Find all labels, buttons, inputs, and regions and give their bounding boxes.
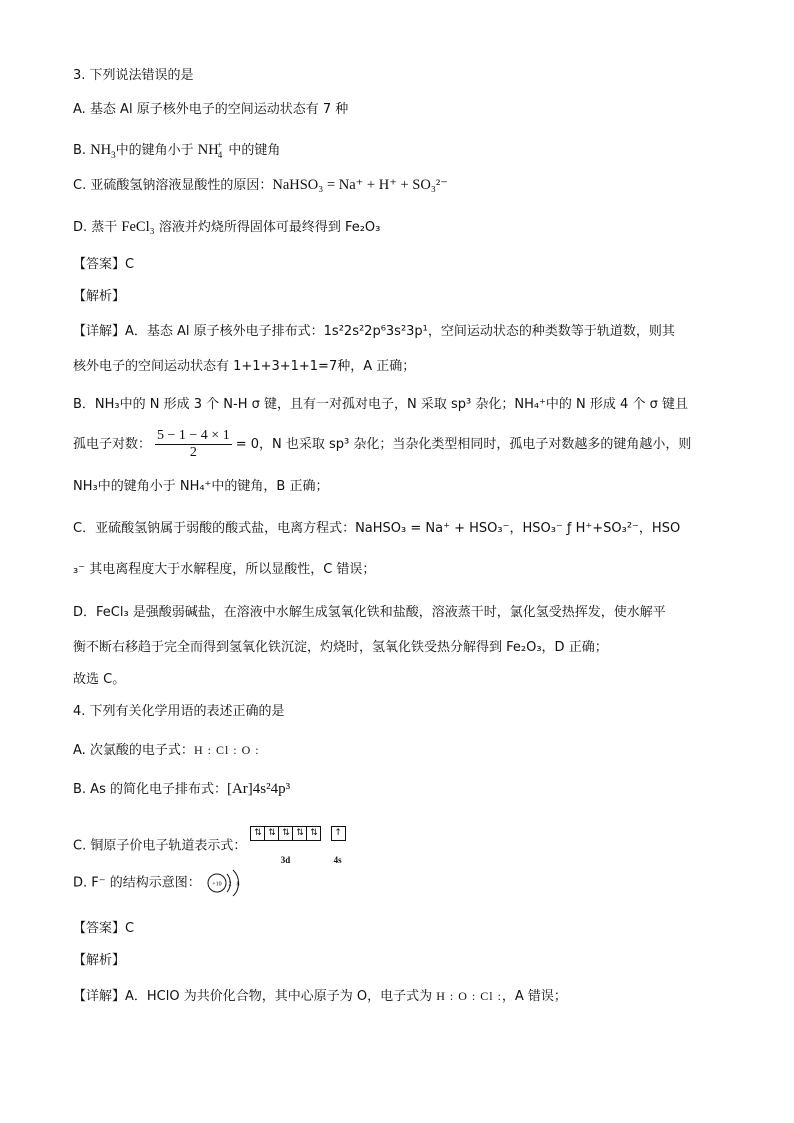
q3-detail-c-line2: ₃⁻ 其电离程度大于水解程度，所以显酸性，C 错误； [73, 562, 376, 577]
q3-b-end: 中的键角 [228, 142, 281, 158]
q4-option-a [73, 740, 260, 761]
q4-detail-a-formula: H : O : Cl : [436, 989, 502, 1003]
q4-stem: 4. 下列有关化学用语的表述正确的是 [73, 704, 285, 719]
fraction-denominator: 2 [189, 445, 197, 460]
orbital-4s-label: 4s [333, 855, 342, 865]
q3-detail-b-label: 孤电子对数： [73, 437, 152, 452]
orbital-4s [331, 818, 345, 874]
q3-b-nh3: $NH_3$ [90, 141, 116, 160]
shell-2-electrons: 8 [236, 881, 240, 888]
q4-answer: 【答案】C [73, 921, 135, 936]
shell-1-electrons: 2 [228, 881, 232, 888]
q3-d-prefix: D. 蒸干 [73, 220, 122, 235]
q3-option-d [73, 217, 380, 238]
q3-detail-d-line1: D．FeCl₃ 是强酸弱碱盐，在溶液中水解生成氢氧化铁和盐酸，溶液蒸干时，氯化氢受热挥发，使水解平 [73, 605, 666, 620]
orbital-box: ⇅ [264, 826, 279, 841]
orbital-3d-label: 3d [280, 855, 291, 865]
q4-option-d [73, 866, 249, 901]
q3-c-equation: NaHSO₃ = Na⁺ + H⁺ + SO₃²⁻ [272, 177, 448, 193]
orbital-box: ⇅ [250, 826, 265, 841]
q3-option-c [73, 175, 448, 196]
fluoride-structure-diagram [205, 866, 249, 900]
q3-detail-c-line1: C．亚硫酸氢钠属于弱酸的酸式盐，电离方程式：NaHSO₃ = Na⁺ + HSO₃⁻，HSO₃⁻ ƒ H⁺+SO₃²⁻，HSO [73, 521, 681, 536]
orbital-box: ⇅ [306, 826, 321, 841]
q4-option-b [73, 779, 290, 800]
q3-d-fecl3: FeCl₃ [121, 219, 155, 235]
q3-detail-b-line3: NH₃中的键角小于 NH₄⁺中的键角，B 正确； [73, 479, 329, 494]
q3-detail-b-line1: B．NH₃中的 N 形成 3 个 N-H σ 键，且有一对孤对电子，N 采取 sp³ 杂化；NH₄⁺中的 N 形成 4 个 σ 键且 [73, 397, 688, 412]
q3-b-nh4: $NH_4^+$ [197, 140, 223, 160]
q4-analysis-heading: 【解析】 [73, 953, 126, 968]
q4-detail-a-text: 【详解】A．HClO 为共价化合物，其中心原子为 O，电子式为 [73, 989, 437, 1004]
nucleus-charge: +10 [212, 881, 222, 888]
q4-b-prefix: B. As 的简化电子排布式： [73, 782, 227, 797]
q3-d-end: 溶液并灼烧所得固体可最终得到 Fe₂O₃ [154, 220, 381, 235]
orbital-4s-boxes [331, 824, 345, 839]
fraction-numerator: 5 − 1 − 4 × 1 [157, 428, 230, 443]
q3-stem: 3. 下列说法错误的是 [73, 68, 194, 83]
q3-detail-d-line2: 衡不断右移趋于完全而得到氢氧化铁沉淀，灼烧时，氢氧化铁受热分解得到 Fe₂O₃，D 正确； [73, 640, 608, 655]
q4-d-prefix: D. F⁻ 的结构示意图： [73, 875, 201, 891]
q3-detail-a-line1: 【详解】A．基态 Al 原子核外电子排布式：1s²2s²2p⁶3s²3p¹，空间运动状态的种类数等于轨道数，则其 [73, 324, 675, 339]
q3-conclusion: 故选 C。 [73, 672, 126, 687]
q3-detail-b-tail: = 0，N 也采取 sp³ 杂化；当杂化类型相同时，孤电子对数越多的键角越小，则 [235, 437, 692, 452]
q3-answer: 【答案】C [73, 257, 135, 272]
q3-detail-b-line2 [73, 428, 691, 462]
q4-b-config: [Ar]4s²4p³ [226, 781, 291, 797]
q4-detail-a-tail: ，A 错误； [501, 989, 567, 1004]
q4-a-electron-formula: H : Cl : O : [193, 743, 260, 757]
orbital-box: ⇅ [292, 826, 307, 841]
orbital-box: ↑ [331, 826, 346, 841]
q3-analysis-heading: 【解析】 [73, 289, 126, 304]
orbital-3d [250, 818, 320, 874]
orbital-box: ⇅ [278, 826, 293, 841]
orbital-3d-boxes [250, 824, 320, 839]
q3-lone-pair-fraction [155, 428, 232, 461]
q4-c-prefix: C. 铜原子价电子轨道表示式： [73, 838, 247, 854]
q3-detail-a-line2: 核外电子的空间运动状态有 1+1+3+1+1=7种，A 正确； [73, 359, 416, 374]
q4-detail-a [73, 986, 567, 1007]
q3-c-prefix: C. 亚硫酸氢钠溶液显酸性的原因： [73, 178, 273, 193]
q3-b-mid: 中的键角小于 [115, 142, 198, 158]
q4-a-prefix: A. 次氯酸的电子式： [73, 743, 194, 758]
q3-b-prefix: B. [73, 142, 91, 158]
q3-option-a: A. 基态 Al 原子核外电子的空间运动状态有 7 种 [73, 102, 349, 117]
q3-option-b [73, 135, 280, 165]
